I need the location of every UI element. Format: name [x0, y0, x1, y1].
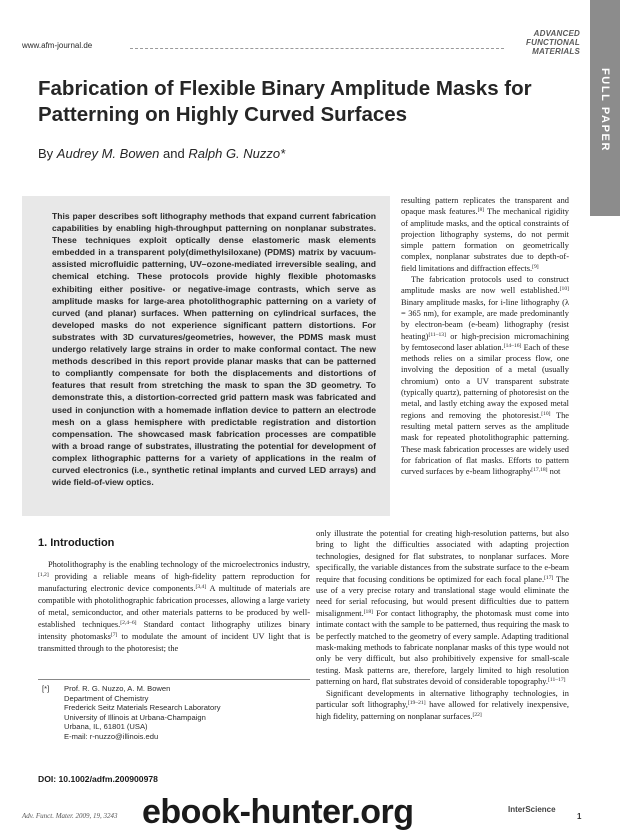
logo-line: FUNCTIONAL — [526, 38, 580, 47]
footnote-email[interactable]: E-mail: r-nuzzo@illinois.edu — [64, 731, 159, 741]
abstract-box — [22, 196, 390, 516]
paragraph: The fabrication protocols used to construct amplitude masks are now well established.[10] Binary amplitude masks, for i-line lithography (λ = 365 nm), for example, are made predominantly by electron-beam (e-beam) lithography (resist heating)[11–13] or high-precision micromachining by femtosecond laser ablation.[14–16] Each of these methods relies on a similar process flow, one involving the deposition of a metal (usually chromium) onto a UV transparent substrate (typically quartz), patterning of photoresist on the metal, and lastly etching away the exposed metal regions and removing the photoresist.[10] The resulting metal pattern serves as the amplitude mask for repeated photolithographic patterning. These mask fabrication processes are widely used for fabrication of flat masks. Efforts to pattern curved surfaces by e-beam lithography[17,18] not — [401, 275, 569, 477]
footnote-line: Department of Chemistry — [64, 693, 149, 703]
logo-line: ADVANCED — [533, 29, 580, 38]
citation-ref[interactable]: [9] — [532, 263, 539, 270]
doi-link[interactable]: DOI: 10.1002/adfm.200900978 — [38, 774, 158, 784]
footnote-line: Urbana, IL, 61801 (USA) — [64, 722, 148, 732]
author-name: Ralph G. Nuzzo* — [188, 146, 286, 161]
watermark: ebook-hunter.org — [142, 793, 414, 831]
footnote-mark: [*] — [42, 684, 50, 693]
page-number: 1 — [577, 812, 582, 821]
footnote-line: Prof. R. G. Nuzzo, A. M. Bowen — [64, 684, 171, 693]
citation-ref[interactable]: [10] — [541, 410, 551, 417]
author-prefix: By — [38, 146, 54, 161]
citation-ref[interactable]: [1,2] — [38, 572, 49, 578]
footnote-line: University of Illinois at Urbana-Champaign — [64, 712, 206, 722]
section-tab — [590, 0, 620, 216]
paragraph: resulting pattern replicates the transparent and opaque mask features.[8] The mechanical rigidity of amplitude masks, and the optical constraints of projection lithography systems, do not permit simple pattern formation on geometrically complex, nonplanar substrates due to depth-of-field limitations and diffraction effects.[9] — [401, 196, 569, 273]
journal-logo — [496, 29, 580, 56]
paragraph: Significant developments in alternative lithography technologies, in particular soft lithography,[19–21] have allowed for relatively inexpensive, high fidelity, patterning on nonplanar surfaces.[22] — [316, 688, 569, 721]
citation-ref[interactable]: [17,18] — [531, 467, 548, 474]
paragraph: only illustrate the potential for creating high-resolution patterns, but also bring to light the difficulties associated with adapting projection technologies, designed for flat substrates, to nonplanar surfaces. More specifically, the variable distances from the substrate surface to the e-beam require that focusing conditions be optimized for each focal plane.[17] The use of a very precise rotary and translational stage would eliminate the need for serial refocusing, but would present difficulties due to pattern misalignment.[18] For contact lithography, the photomask must come into intimate contact with the sample to be patterned, thus requiring the mask to be perfectly matched to the geometry of every sample. Adapting traditional mask-making methods to fabricate nonplanar masks of this type would not only be very difficult, but also prohibitively expensive for small-scale testing. Mask patterns are, therefore, largely limited to high resolution patterning on hard, flat substrates devoid of considerable topography.[11–17] — [316, 529, 569, 687]
author-line — [38, 146, 285, 161]
footnote-line: Frederick Seitz Materials Research Laboratory — [64, 703, 221, 713]
citation-ref[interactable]: [10] — [559, 286, 569, 293]
header-divider — [130, 48, 504, 49]
journal-url[interactable]: www.afm-journal.de — [22, 41, 93, 50]
citation-ref[interactable]: [19–21] — [407, 700, 426, 707]
footnote-divider — [38, 679, 310, 680]
body-column-right — [401, 195, 569, 477]
citation-ref[interactable]: [2,4–6] — [120, 620, 137, 626]
section-heading: 1. Introduction — [38, 537, 115, 549]
citation-ref[interactable]: [17] — [544, 574, 554, 581]
citation-ref[interactable]: [3,4] — [195, 584, 207, 590]
citation-ref[interactable]: [14–16] — [503, 342, 522, 349]
footer-citation: Adv. Funct. Mater. 2009, 19, 3243 — [22, 812, 118, 820]
citation-ref[interactable]: [11–13] — [428, 331, 446, 338]
citation-ref[interactable]: [8] — [477, 207, 485, 214]
logo-line: MATERIALS — [532, 47, 580, 56]
paragraph: Photolithography is the enabling technology of the microelectronics industry,[1,2] providing a reliable means of high-fidelity pattern reproduction for manufacturing electronic device components.[3,4] A multitude of materials are compatible with photolithographic fabrication processes, allowing a large variety of metal, semiconductor, and other materials patterns to be produced by well-established techniques.[2,4–6] Standard contact lithography utilizes binary intensity photomasks[7] to modulate the amount of incident UV light that is transmitted through to the photoresist; the — [38, 560, 311, 653]
section-tab-label: FULL PAPER — [599, 67, 611, 153]
publisher-logo: InterScience — [508, 805, 556, 814]
body-column-left — [38, 559, 310, 655]
citation-ref[interactable]: [18] — [363, 608, 374, 615]
author-joiner: and — [163, 146, 185, 161]
citation-ref[interactable]: [11–17] — [548, 677, 566, 684]
author-name: Audrey M. Bowen — [56, 146, 160, 161]
body-column-wide — [316, 528, 569, 722]
citation-ref[interactable]: [22] — [472, 711, 482, 718]
citation-ref[interactable]: [7] — [110, 632, 118, 638]
article-title: Fabrication of Flexible Binary Amplitude Masks for Patterning on Highly Curved Surfaces — [38, 77, 532, 126]
abstract-text: This paper describes soft lithography methods that expand current fabrication capabilities by enabling high-throughput patterning on nonplanar substrates. These techniques exploit optically dense elastomeric mask elements embedded in a transparent poly(dimethylsiloxane) (PDMS) matrix by vacuum-assisted microfluidic patterning, UV–ozone-mediated irreversible sealing, and chemical etching. These protocols provide highly flexible photomasks exhibiting either positive- or negative-image contrasts, which serve as amplitude masks for large-area photolithographic patterning on a variety of curved (and planar) surfaces. When patterning on cylindrical surfaces, the developed masks do not experience significant pattern distortions. For substrates with 3D curvatures/geometries, however, the PDMS mask must undergo relatively large strains in order to make conformal contact. The new methods described in this report provide planar masks that can be patterned to compliantly compensate for both the displacements and distortions of features that result from stretching the mask to span the 3D geometry. To demonstrate this, a distortion-corrected grid pattern mask was fabricated and used in conjunction with a homemade inflation device to pattern an electrode mesh on a glass hemisphere with predictable registration and distortion compensation. The showcased mask fabrication processes are compatible with a broad range of substrates, illustrating the potential for development of complex lithographic patterns for a variety of applications in the realm of curved electronics (i.e., synthetic retinal implants and curved LED arrays) and wide field-of-view optics. — [52, 211, 376, 488]
